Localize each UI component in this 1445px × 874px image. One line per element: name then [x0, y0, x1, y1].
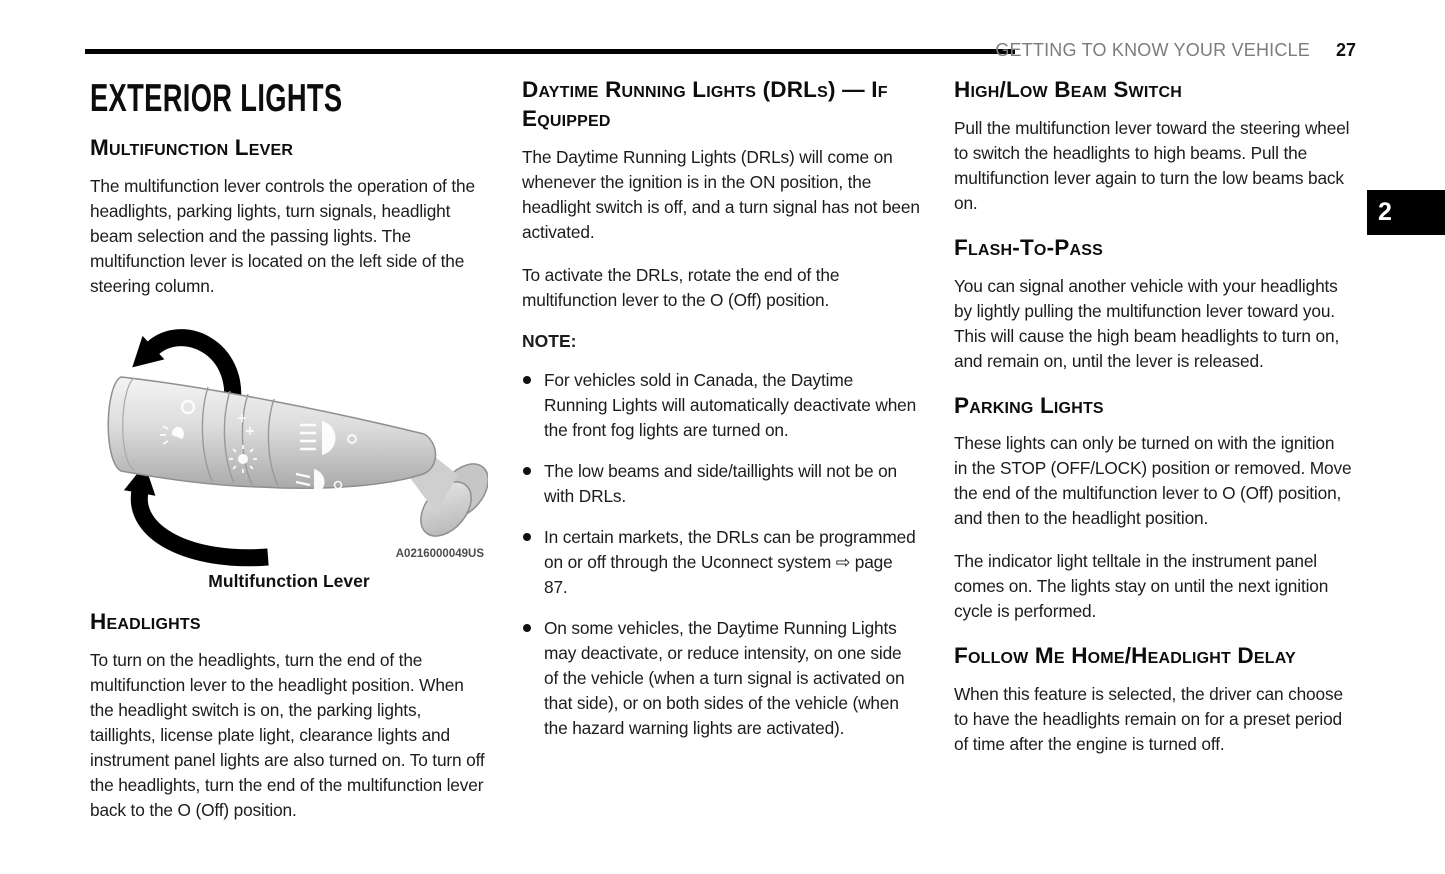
content-columns	[90, 76, 1353, 841]
bullet-text: The low beams and side/taillights will not be on with DRLs.	[544, 460, 898, 506]
lever-illustration	[90, 317, 488, 567]
heading-high-low-beam: High/Low Beam Switch	[954, 77, 1182, 102]
column-left	[90, 76, 488, 841]
column-middle	[522, 76, 920, 841]
parking-lights-text-1: These lights can only be turned on with the ignition in the STOP (OFF/LOCK) position or removed. Move the end of the multifunction lever to O (Off) position, and then to the headlight position.	[954, 433, 1352, 529]
page-title: EXTERIOR LIGHTS	[90, 77, 343, 120]
column-right	[954, 76, 1352, 841]
multifunction-lever-text: The multifunction lever controls the operation of the headlights, parking lights, turn signals, headlight beam selection and the passing lights. The multifunction lever is located on the left side of the steering column.	[90, 175, 475, 296]
list-item	[522, 459, 920, 509]
header-rule	[85, 49, 1015, 54]
follow-me-home-text: When this feature is selected, the driver can choose to have the headlights remain on for a preset period of time after the engine is turned off.	[954, 684, 1343, 755]
drl-text-1: The Daytime Running Lights (DRLs) will come on whenever the ignition is in the ON position, the headlight switch is off, and a turn signal has not been activated.	[522, 146, 920, 242]
page-number: 27	[1335, 40, 1356, 60]
bullet-icon	[523, 467, 531, 475]
chapter-tab-number: 2	[1378, 198, 1392, 226]
heading-multifunction-lever: Multifunction Lever	[90, 135, 294, 160]
parking-lights-text-2: The indicator light telltale in the instrument panel comes on. The lights stay on until the next ignition cycle is performed.	[954, 551, 1329, 622]
bullet-icon	[523, 624, 531, 632]
bullet-icon	[523, 533, 531, 541]
bullet-icon	[523, 376, 531, 384]
list-item	[522, 616, 920, 741]
heading-flash-to-pass: Flash-To-Pass	[954, 234, 1103, 260]
list-item	[522, 525, 920, 600]
bullet-text: On some vehicles, the Daytime Running Lights may deactivate, or reduce intensity, on one side of the vehicle (when a turn signal is activated on that side), or on both sides of the vehicle (when the hazard warning lights are activated).	[544, 617, 905, 738]
high-low-beam-text: Pull the multifunction lever toward the steering wheel to switch the headlights to high beams. Pull the multifunction lever again to turn the low beams back on.	[954, 117, 1350, 213]
lever-stalk	[108, 377, 435, 488]
running-header	[995, 40, 1356, 61]
figure-caption: Multifunction Lever	[208, 570, 370, 591]
note-label: NOTE:	[522, 330, 577, 351]
headlights-text: To turn on the headlights, turn the end of the multifunction lever to the headlight position. When the headlight switch is on, the parking lights, taillights, license plate light, clearance lights and instrument panel lights are also turned on. To turn off the headlights, turn the end of the multifunction lever back to the O (Off) position.	[90, 649, 485, 820]
multifunction-lever-figure	[90, 317, 488, 567]
heading-headlights: Headlights	[90, 608, 201, 634]
flash-to-pass-text: You can signal another vehicle with your headlights by lightly pulling the multifunction lever toward you. This will cause the high beam headlights to turn on, and remain on, until the lever is released.	[954, 275, 1340, 371]
heading-drl: Daytime Running Lights (DRLs) — If Equipped	[522, 77, 888, 131]
list-item	[522, 368, 920, 443]
chapter-title: GETTING TO KNOW YOUR VEHICLE	[995, 40, 1310, 60]
bullet-text-page-reference: In certain markets, the DRLs can be programmed on or off through the Uconnect system ⇨ page 87.	[544, 526, 916, 597]
figure-code: A0216000049US	[395, 547, 484, 560]
chapter-tab	[1367, 190, 1445, 235]
heading-parking-lights: Parking Lights	[954, 392, 1104, 418]
drl-text-2: To activate the DRLs, rotate the end of the multifunction lever to the O (Off) position.	[522, 264, 840, 310]
bullet-text: For vehicles sold in Canada, the Daytime Running Lights will automatically deactivate when the front fog lights are turned on.	[544, 369, 917, 440]
heading-follow-me-home: Follow Me Home/Headlight Delay	[954, 643, 1296, 669]
